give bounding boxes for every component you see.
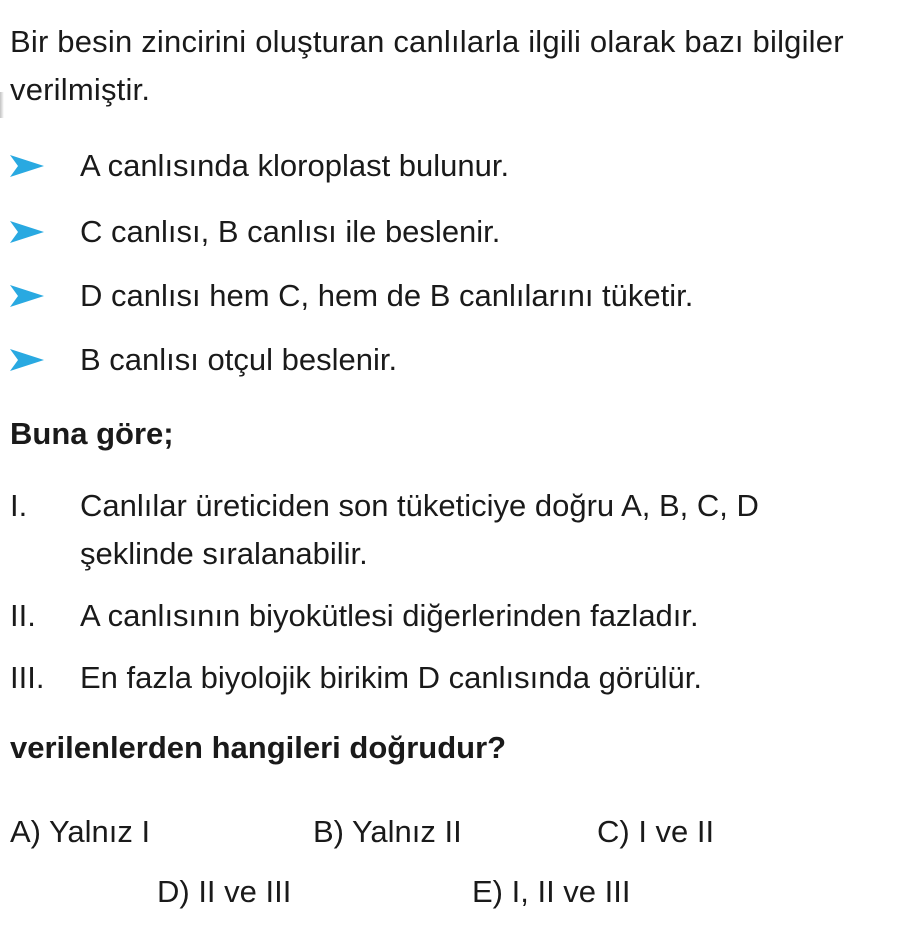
arrowhead-bullet-icon bbox=[10, 285, 44, 307]
option-d[interactable]: D) II ve III bbox=[157, 874, 292, 909]
question-intro: Bir besin zincirini oluşturan canlılarla ilgili olarak bazı bilgiler verilmiştir. bbox=[10, 24, 844, 107]
lead-heading: Buna göre; bbox=[10, 416, 174, 451]
arrowhead-bullet-icon bbox=[10, 221, 44, 243]
statement-text: Canlılar üreticiden son tüketiciye doğru A, B, C, D şeklinde sıralanabilir. bbox=[80, 488, 759, 571]
option-c[interactable]: C) I ve II bbox=[597, 814, 715, 849]
fact-text: C canlısı, B canlısı ile beslenir. bbox=[80, 214, 501, 249]
option-a[interactable]: A) Yalnız I bbox=[10, 814, 151, 849]
arrowhead-bullet-icon bbox=[10, 155, 44, 177]
statement-number: III. bbox=[10, 660, 45, 695]
option-e[interactable]: E) I, II ve III bbox=[472, 874, 631, 909]
statement-number: I. bbox=[10, 488, 28, 523]
statement-number: II. bbox=[10, 598, 36, 633]
statement-text: A canlısının biyokütlesi diğerlerinden fazladır. bbox=[80, 598, 699, 633]
page-edge-shadow bbox=[0, 92, 4, 118]
fact-text: B canlısı otçul beslenir. bbox=[80, 342, 398, 377]
fact-text: D canlısı hem C, hem de B canlılarını tüketir. bbox=[80, 278, 694, 313]
fact-text: A canlısında kloroplast bulunur. bbox=[80, 148, 510, 183]
option-b[interactable]: B) Yalnız II bbox=[313, 814, 462, 849]
question-prompt: verilenlerden hangileri doğrudur? bbox=[10, 730, 507, 765]
statement-text: En fazla biyolojik birikim D canlısında görülür. bbox=[80, 660, 702, 695]
arrowhead-bullet-icon bbox=[10, 349, 44, 371]
